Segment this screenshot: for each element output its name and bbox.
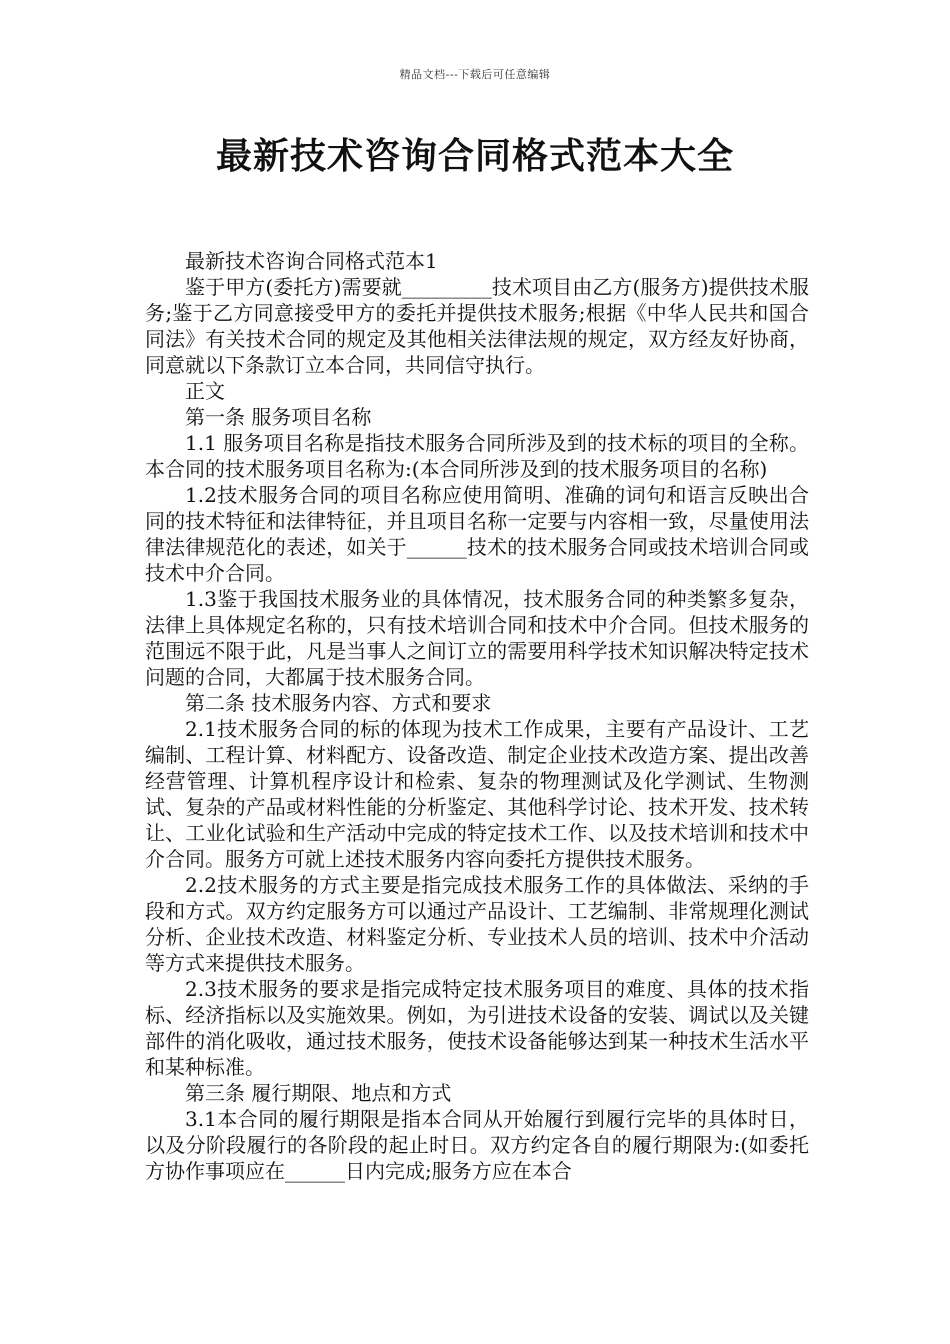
article-heading: 第三条 履行期限、地点和方式 — [185, 1081, 452, 1105]
section-heading: 正文 — [185, 379, 225, 403]
paragraph: 1.2技术服务合同的项目名称应使用简明、准确的词句和语言反映出合同的技术特征和法律特征，并且项目名称一定要与内容相一致，尽量使用法律法律规范化的表述，如关于______技术的技术服务合同或技术培训合同或技术中介合同。 — [145, 483, 809, 585]
paragraph: 1.3鉴于我国技术服务业的具体情况，技术服务合同的种类繁多复杂，法律上具体规定名称的，只有技术培训合同和技术中介合同。但技术服务的范围远不限于此，凡是当事人之间订立的需要用科学技术知识解决特定技术问题的合同，大都属于技术服务合同。 — [145, 587, 809, 689]
header-note: 精品文档---下载后可任意编辑 — [399, 68, 551, 81]
document-body — [145, 248, 809, 1184]
paragraph: 2.1技术服务合同的标的体现为技术工作成果，主要有产品设计、工艺编制、工程计算、材料配方、设备改造、制定企业技术改造方案、提出改善经营管理、计算机程序设计和检索、复杂的物理测试及化学测试、生物测试、复杂的产品或材料性能的分析鉴定、其他科学讨论、技术开发、技术转让、工业化试验和生产活动中完成的特定技术工作、以及技术培训和技术中介合同。服务方可就上述技术服务内容向委托方提供技术服务。 — [145, 717, 809, 871]
paragraph: 1.1 服务项目名称是指技术服务合同所涉及到的技术标的项目的全称。本合同的技术服务项目名称为:(本合同所涉及到的技术服务项目的名称) — [145, 431, 809, 481]
article-heading: 第一条 服务项目名称 — [185, 405, 372, 429]
section-heading: 最新技术咨询合同格式范本1 — [185, 249, 438, 273]
document-title: 最新技术咨询合同格式范本大全 — [215, 136, 734, 177]
paragraph: 2.2技术服务的方式主要是指完成技术服务工作的具体做法、采纳的手段和方式。双方约定服务方可以通过产品设计、工艺编制、非常规理化测试分析、企业技术改造、材料鉴定分析、专业技术人员的培训、技术中介活动等方式来提供技术服务。 — [145, 873, 809, 975]
article-heading: 第二条 技术服务内容、方式和要求 — [185, 691, 492, 715]
paragraph: 3.1本合同的履行期限是指本合同从开始履行到履行完毕的具体时日，以及分阶段履行的各阶段的起止时日。双方约定各自的履行期限为:(如委托方协作事项应在______日内完成;服务方应在本合 — [145, 1107, 809, 1183]
paragraph: 2.3技术服务的要求是指完成特定技术服务项目的难度、具体的技术指标、经济指标以及实施效果。例如，为引进技术设备的安装、调试以及关键部件的消化吸收，通过技术服务，使技术设备能够达到某一种技术生活水平和某种标准。 — [145, 977, 809, 1079]
paragraph: 鉴于甲方(委托方)需要就_________技术项目由乙方(服务方)提供技术服务;鉴于乙方同意接受甲方的委托并提供技术服务;根据《中华人民共和国合同法》有关技术合同的规定及其他相关法律法规的规定，双方经友好协商，同意就以下条款订立本合同，共同信守执行。 — [145, 275, 809, 377]
